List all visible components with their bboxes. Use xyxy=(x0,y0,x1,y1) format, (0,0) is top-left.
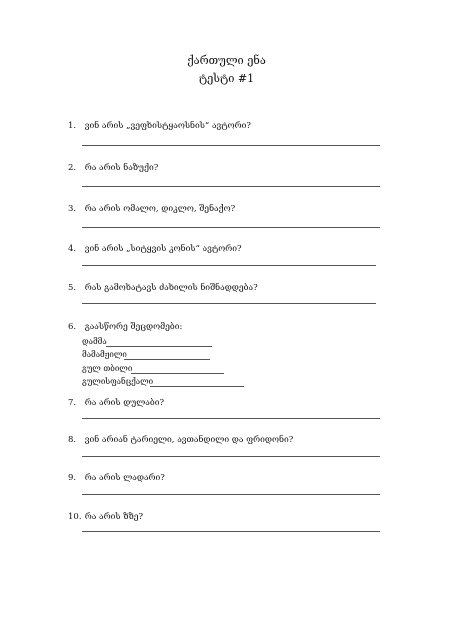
question-number: 8. xyxy=(68,435,77,445)
question-number: 3. xyxy=(68,204,77,214)
page-subtitle: ტესტი #1 xyxy=(198,72,255,85)
correction-line-1[interactable] xyxy=(106,346,212,347)
question-8 xyxy=(68,435,293,445)
question-text: ვინ არის „ვეფხისტყაოსნის“ ავტორი? xyxy=(84,121,251,131)
question-1 xyxy=(68,121,251,131)
question-10 xyxy=(68,512,143,522)
correction-word-2: მამამჟილი xyxy=(82,350,127,359)
question-number: 6. xyxy=(68,322,77,332)
correction-word-1: დამმა xyxy=(82,337,107,346)
correction-line-2[interactable] xyxy=(124,359,210,360)
question-text: ვინ არიან ტარიელი, ავთანდილი და ფრიდონი? xyxy=(84,435,294,445)
question-text: რას გამოხატავს ძახილის ნიშნადდება? xyxy=(84,283,258,293)
question-number: 10. xyxy=(68,512,82,522)
answer-line-3[interactable] xyxy=(82,227,380,228)
question-3 xyxy=(68,204,235,214)
question-number: 4. xyxy=(68,244,77,254)
question-text: ვინ არის „სიტყვის კონის“ ავტორი? xyxy=(84,244,242,254)
answer-line-10[interactable] xyxy=(82,531,380,532)
question-text: გაასწორე შეცდომები: xyxy=(84,322,183,332)
question-text: რა არის ნაზუქი? xyxy=(84,163,159,173)
question-2 xyxy=(68,163,158,173)
question-number: 5. xyxy=(68,283,77,293)
answer-line-2[interactable] xyxy=(82,186,380,187)
question-number: 1. xyxy=(68,121,77,131)
answer-line-7[interactable] xyxy=(82,418,380,419)
question-text: რა არის ზზე? xyxy=(84,512,144,522)
correction-word-3: გულ თბილი xyxy=(82,364,133,373)
question-7 xyxy=(68,398,164,408)
correction-word-4: გულისფანცქალი xyxy=(82,377,154,386)
correction-line-4[interactable] xyxy=(150,386,244,387)
answer-line-9[interactable] xyxy=(82,494,380,495)
page-title: ქართული ენა xyxy=(187,54,266,67)
answer-line-8[interactable] xyxy=(82,456,380,457)
question-text: რა არის ლადარი? xyxy=(84,473,165,483)
answer-line-5[interactable] xyxy=(82,303,376,304)
question-4 xyxy=(68,244,242,254)
answer-line-1[interactable] xyxy=(82,145,380,146)
question-number: 9. xyxy=(68,473,77,483)
question-text: რა არის დულაბი? xyxy=(84,398,165,408)
correction-line-3[interactable] xyxy=(131,373,224,374)
question-5 xyxy=(68,283,258,293)
question-6 xyxy=(68,322,182,332)
question-number: 7. xyxy=(68,398,77,408)
answer-line-4[interactable] xyxy=(82,265,376,266)
question-text: რა არის ომალო, დიკლო, შენაქო? xyxy=(84,204,236,214)
question-number: 2. xyxy=(68,163,77,173)
question-9 xyxy=(68,473,165,483)
